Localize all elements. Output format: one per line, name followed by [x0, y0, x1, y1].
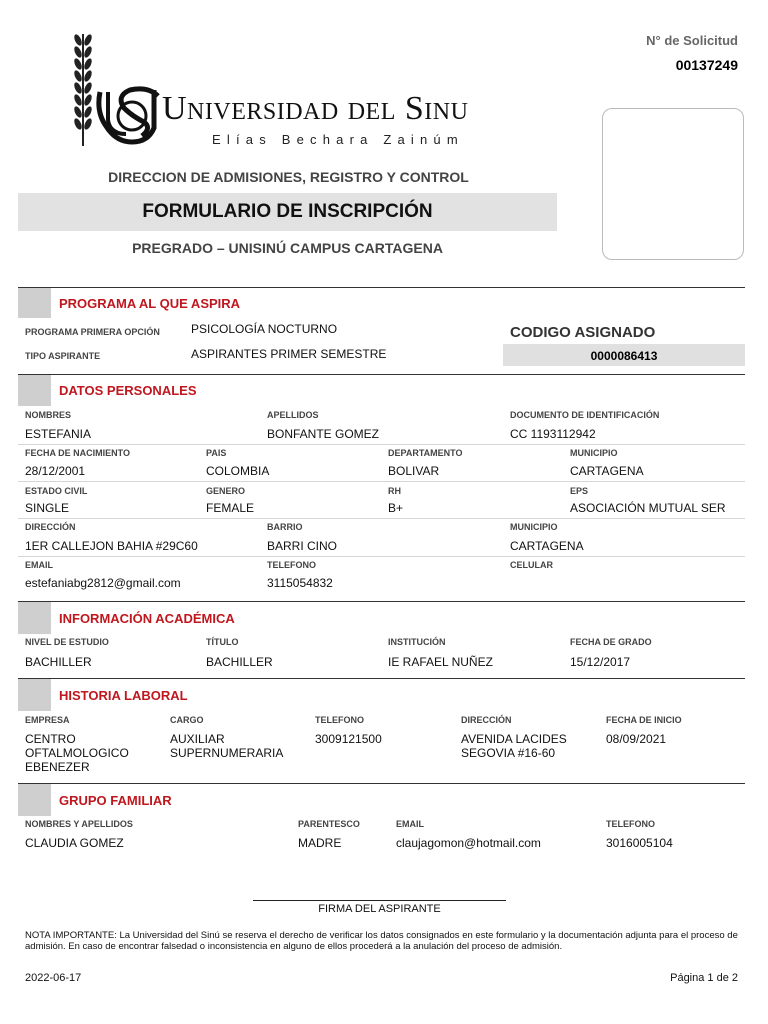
- field-value: 15/12/2017: [570, 655, 631, 669]
- field-value: EBENEZER: [25, 760, 90, 774]
- field-value: AVENIDA LACIDES: [461, 732, 567, 746]
- field-value: BACHILLER: [206, 655, 273, 669]
- row-divider: [18, 444, 745, 445]
- section-divider: [18, 678, 745, 679]
- field-label: CELULAR: [510, 560, 553, 570]
- field-label: TELEFONO: [606, 819, 655, 829]
- field-label: GENERO: [206, 486, 246, 496]
- section-marker: [18, 602, 51, 634]
- section-marker: [18, 784, 51, 816]
- field-value: 3115054832: [267, 576, 333, 590]
- field-label: INSTITUCIÓN: [388, 637, 446, 647]
- field-label: DEPARTAMENTO: [388, 448, 463, 458]
- field-value: B+: [388, 501, 404, 515]
- department-heading: DIRECCION DE ADMISIONES, REGISTRO Y CONTROL: [108, 169, 469, 185]
- field-value: 1ER CALLEJON BAHIA #29C60: [25, 539, 198, 553]
- university-name: Universidad del Sinu: [162, 90, 469, 127]
- field-value: ASOCIACIÓN MUTUAL SER: [570, 501, 726, 515]
- field-value: SEGOVIA #16-60: [461, 746, 556, 760]
- field-label: PAIS: [206, 448, 227, 458]
- photo-placeholder: [602, 108, 744, 260]
- field-label: DIRECCIÓN: [461, 715, 512, 725]
- field-value: estefaniabg2812@gmail.com: [25, 576, 181, 590]
- field-value: MADRE: [298, 836, 342, 850]
- field-label: BARRIO: [267, 522, 303, 532]
- codigo-asignado-label: CODIGO ASIGNADO: [510, 324, 656, 341]
- field-label: EMAIL: [25, 560, 53, 570]
- section-title-programa: PROGRAMA AL QUE ASPIRA: [59, 296, 241, 311]
- field-value: 28/12/2001: [25, 464, 86, 478]
- section-title-academica: INFORMACIÓN ACADÉMICA: [59, 611, 235, 626]
- field-label: CARGO: [170, 715, 204, 725]
- solicitud-number: 00137249: [675, 57, 738, 73]
- field-value: CC 1193112942: [510, 427, 596, 441]
- field-value: PSICOLOGÍA NOCTURNO: [191, 322, 338, 336]
- section-marker: [18, 679, 51, 711]
- field-label: NOMBRES Y APELLIDOS: [25, 819, 133, 829]
- section-title-familiar: GRUPO FAMILIAR: [59, 793, 172, 808]
- field-value: SUPERNUMERARIA: [170, 746, 284, 760]
- field-label: MUNICIPIO: [570, 448, 618, 458]
- section-divider: [18, 287, 745, 288]
- field-value: BOLIVAR: [388, 464, 440, 478]
- print-date: 2022-06-17: [25, 972, 82, 984]
- field-value: claujagomon@hotmail.com: [396, 836, 541, 850]
- form-title: FORMULARIO DE INSCRIPCIÓN: [142, 201, 433, 222]
- section-title-laboral: HISTORIA LABORAL: [59, 688, 188, 703]
- field-label: MUNICIPIO: [510, 522, 558, 532]
- field-value: 08/09/2021: [606, 732, 667, 746]
- solicitud-label: N° de Solicitud: [646, 33, 738, 48]
- field-label: DOCUMENTO DE IDENTIFICACIÓN: [510, 410, 660, 420]
- field-label: RH: [388, 486, 401, 496]
- field-label: EPS: [570, 486, 589, 496]
- field-value: SINGLE: [25, 501, 70, 515]
- field-value: BARRI CINO: [267, 539, 338, 553]
- field-label: EMAIL: [396, 819, 424, 829]
- signature-line: [253, 900, 506, 901]
- section-divider: [18, 374, 745, 375]
- page-number: Página 1 de 2: [670, 972, 738, 984]
- field-label: FECHA DE NACIMIENTO: [25, 448, 131, 458]
- campus-subtitle: PREGRADO – UNISINÚ CAMPUS CARTAGENA: [132, 240, 443, 256]
- field-label: ESTADO CIVIL: [25, 486, 88, 496]
- university-subtitle: Elías Bechara Zainúm: [212, 132, 464, 147]
- field-label: PARENTESCO: [298, 819, 360, 829]
- signature-label: FIRMA DEL ASPIRANTE: [318, 903, 441, 915]
- field-label: TELEFONO: [267, 560, 316, 570]
- field-label: EMPRESA: [25, 715, 70, 725]
- field-label: TIPO ASPIRANTE: [25, 351, 101, 361]
- field-value: 3016005104: [606, 836, 673, 850]
- field-label: NIVEL DE ESTUDIO: [25, 637, 109, 647]
- field-value: ASPIRANTES PRIMER SEMESTRE: [191, 347, 387, 361]
- section-title-personales: DATOS PERSONALES: [59, 383, 197, 398]
- field-value: COLOMBIA: [206, 464, 270, 478]
- field-value: ESTEFANIA: [25, 427, 92, 441]
- field-value: BONFANTE GOMEZ: [267, 427, 380, 441]
- row-divider: [18, 481, 745, 482]
- field-value: CENTRO: [25, 732, 76, 746]
- section-divider: [18, 601, 745, 602]
- section-divider: [18, 783, 745, 784]
- important-note: NOTA IMPORTANTE: La Universidad del Sinú se reserva el derecho de verificar los datos consignados en este formulario y la documentación adjunta para el proceso de admisión. En caso de encontrar falsedad o inconsistencia en alguno de ellos procederá a la anulación del proceso de admisión.: [25, 930, 738, 952]
- field-value: CARTAGENA: [510, 539, 584, 553]
- field-label: APELLIDOS: [267, 410, 319, 420]
- field-label: PROGRAMA PRIMERA OPCIÓN: [25, 327, 160, 337]
- field-label: FECHA DE INICIO: [606, 715, 682, 725]
- field-label: DIRECCIÓN: [25, 522, 76, 532]
- codigo-asignado-value: 0000086413: [590, 349, 658, 363]
- field-label: NOMBRES: [25, 410, 72, 420]
- row-divider: [18, 518, 745, 519]
- row-divider: [18, 556, 745, 557]
- field-label: FECHA DE GRADO: [570, 637, 652, 647]
- section-marker: [18, 288, 51, 318]
- field-value: BACHILLER: [25, 655, 92, 669]
- field-value: 3009121500: [315, 732, 382, 746]
- field-label: TÍTULO: [206, 637, 239, 647]
- field-label: TELEFONO: [315, 715, 364, 725]
- field-value: IE RAFAEL NUÑEZ: [388, 655, 493, 669]
- field-value: FEMALE: [206, 501, 255, 515]
- field-value: CLAUDIA GOMEZ: [25, 836, 124, 850]
- field-value: AUXILIAR: [170, 732, 225, 746]
- field-value: OFTALMOLOGICO: [25, 746, 129, 760]
- field-value: CARTAGENA: [570, 464, 644, 478]
- section-marker: [18, 375, 51, 406]
